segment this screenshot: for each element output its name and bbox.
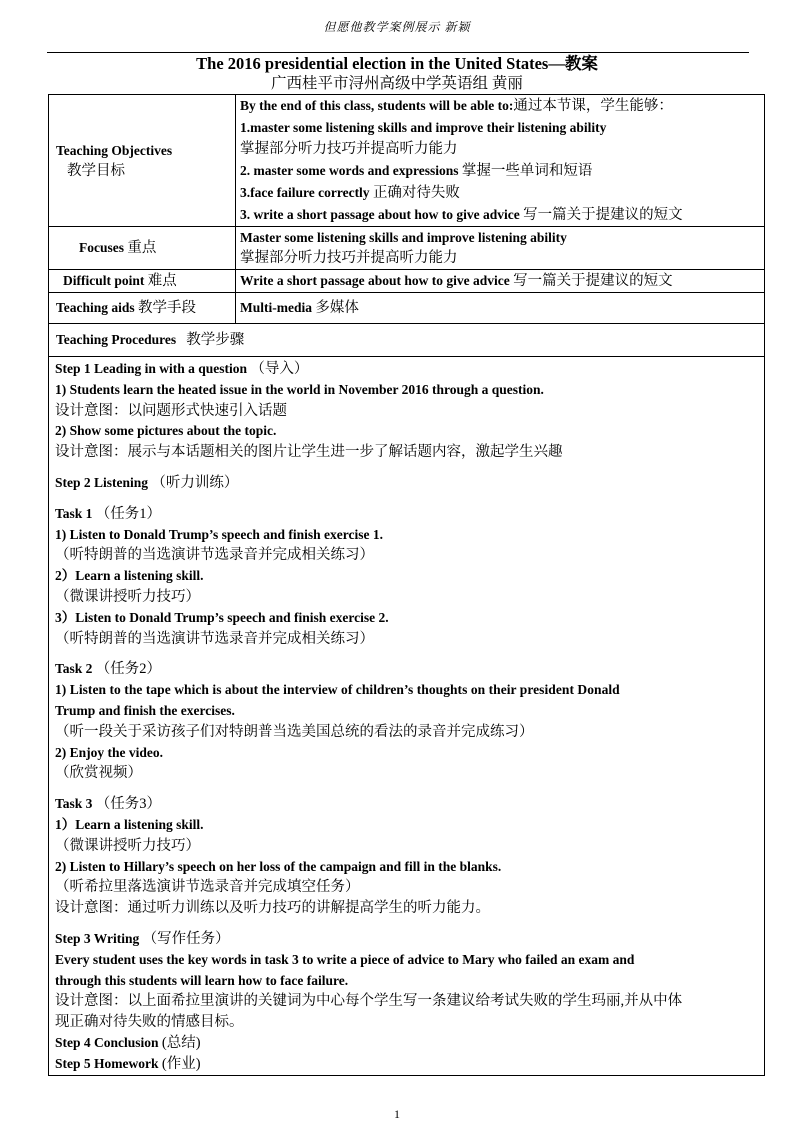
task-1-item: 2）Learn a listening skill. <box>55 568 204 584</box>
difficult-text-zh: 写一篇关于提建议的短文 <box>513 273 673 289</box>
task-1-item-zh: （听特朗普的当选演讲节选录音并完成相关练习） <box>55 630 374 647</box>
objective-line <box>240 117 760 138</box>
procedures-content <box>49 357 765 1076</box>
difficult-row <box>49 270 765 293</box>
procedures-row <box>49 357 765 1076</box>
page-number: 1 <box>394 1107 400 1121</box>
step-1-title: Step 1 Leading in with a question （导入） <box>55 361 309 377</box>
task-2-item-cont: Trump and finish the exercises. <box>55 702 235 718</box>
objectives-label-zh: 教学目标 <box>67 162 125 179</box>
aids-row <box>49 293 765 324</box>
procedures-header-row <box>49 324 765 357</box>
task-1-item-zh: （听特朗普的当选演讲节选录音并完成相关练习） <box>55 547 374 564</box>
step-3-title: Step 3 Writing （写作任务） <box>55 930 230 947</box>
design-intent: 设计意图：展示与本话题相关的图片让学生进一步了解话题内容，激起学生兴趣 <box>55 444 563 461</box>
objective-text-en: 3.face failure correctly <box>240 185 373 200</box>
document-title: The 2016 presidential election in the United States—教案 <box>196 54 598 73</box>
objective-text-zh: 掌握部分听力技巧并提高听力能力 <box>240 141 458 157</box>
step-5-title: Step 5 Homework (作业) <box>55 1055 201 1072</box>
page-header: 但愿他教学案例展示 新颖 <box>323 20 471 34</box>
task-3-item-zh: （微课讲授听力技巧） <box>55 837 200 854</box>
objective-text-zh: 通过本节课，学生能够： <box>513 98 673 114</box>
task-2-item: 2) Enjoy the video. <box>55 744 163 760</box>
focuses-row <box>49 227 765 270</box>
procedures-label <box>49 324 765 357</box>
design-intent-cont: 现正确对待失败的情感目标。 <box>55 1014 244 1031</box>
objective-text-zh: 正确对待失败 <box>372 185 460 201</box>
task-2-item-zh: （听一段关于采访孩子们对特朗普当选美国总统的看法的录音并完成练习） <box>55 723 534 740</box>
step-4-title: Step 4 Conclusion (总结) <box>55 1034 201 1051</box>
focuses-text-en: Master some listening skills and improve listening ability <box>240 230 567 245</box>
objectives-row <box>49 95 765 227</box>
step-2-title: Step 2 Listening （听力训练） <box>55 474 239 491</box>
design-intent: 设计意图：以问题形式快速引入话题 <box>55 402 287 419</box>
objective-text-zh: 写一篇关于提建议的短文 <box>523 207 683 223</box>
objectives-label <box>49 95 236 227</box>
focuses-content <box>236 227 765 270</box>
focuses-label-zh: 重点 <box>127 240 157 256</box>
task-3-item: 2) Listen to Hillary’s speech on her loss of the campaign and fill in the blanks. <box>55 858 502 874</box>
aids-text-zh: 多媒体 <box>315 300 359 316</box>
step-3-item-cont: through this students will learn how to face failure. <box>55 972 349 988</box>
difficult-content <box>236 270 765 293</box>
objective-line <box>240 138 760 160</box>
task-3-title: Task 3 （任务3） <box>55 796 162 813</box>
aids-content <box>236 293 765 324</box>
aids-text-en: Multi-media <box>240 300 316 315</box>
objective-text-zh: 掌握一些单词和短语 <box>461 163 593 179</box>
difficult-label-zh: 难点 <box>147 273 177 289</box>
aids-label-zh: 教学手段 <box>138 300 197 316</box>
task-2-item-zh: （欣赏视频） <box>55 765 142 782</box>
step-1-item: 2) Show some pictures about the topic. <box>55 423 277 439</box>
objective-line <box>240 95 760 117</box>
objective-text-en: By the end of this class, students will be able to: <box>240 98 514 113</box>
objective-text-en: 2. master some words and expressions <box>240 163 462 178</box>
document-subtitle: 广西桂平市浔州高级中学英语组 黄丽 <box>271 75 523 92</box>
procedures-label-zh: 教学步骤 <box>186 332 245 348</box>
objective-line <box>240 204 760 226</box>
objective-text-en: 1.master some listening skills and improve their listening ability <box>240 120 607 135</box>
task-1-item-zh: （微课讲授听力技巧） <box>55 588 200 605</box>
task-2-title: Task 2 （任务2） <box>55 661 162 678</box>
design-intent: 设计意图：通过听力训练以及听力技巧的讲解提高学生的听力能力。 <box>55 900 490 917</box>
objective-line <box>240 182 760 204</box>
objectives-content <box>236 95 765 227</box>
lesson-plan-table <box>48 94 765 1076</box>
procedures-label-en: Teaching Procedures <box>56 332 180 347</box>
task-1-item: 3）Listen to Donald Trump’s speech and finish exercise 2. <box>55 609 389 625</box>
focuses-label <box>49 227 236 270</box>
step-1-item: 1) Students learn the heated issue in the world in November 2016 through a question. <box>55 381 544 397</box>
task-3-item-zh: （听希拉里落选演讲节选录音并完成填空任务） <box>55 879 360 896</box>
difficult-text-en: Write a short passage about how to give advice <box>240 273 514 288</box>
difficult-label <box>49 270 236 293</box>
focuses-text-zh: 掌握部分听力技巧并提高听力能力 <box>240 250 458 266</box>
objectives-label-en: Teaching Objectives <box>56 142 173 158</box>
task-3-item: 1）Learn a listening skill. <box>55 816 204 832</box>
objective-text-en: 3. write a short passage about how to give advice <box>240 207 524 222</box>
aids-label-en: Teaching aids <box>56 300 139 315</box>
task-1-title: Task 1 （任务1） <box>55 505 162 522</box>
difficult-label-en: Difficult point <box>63 273 148 288</box>
objective-line <box>240 160 760 182</box>
design-intent: 设计意图：以上面希拉里演讲的关键词为中心每个学生写一条建议给考试失败的学生玛丽,并从中体 <box>55 993 683 1010</box>
aids-label <box>49 293 236 324</box>
step-3-item: Every student uses the key words in task 3 to write a piece of advice to Mary who failed an exam and <box>55 951 635 967</box>
focuses-label-en: Focuses <box>79 240 128 255</box>
task-2-item: 1) Listen to the tape which is about the interview of children’s thoughts on their president Donald <box>55 682 620 698</box>
task-1-item: 1) Listen to Donald Trump’s speech and finish exercise 1. <box>55 526 384 542</box>
